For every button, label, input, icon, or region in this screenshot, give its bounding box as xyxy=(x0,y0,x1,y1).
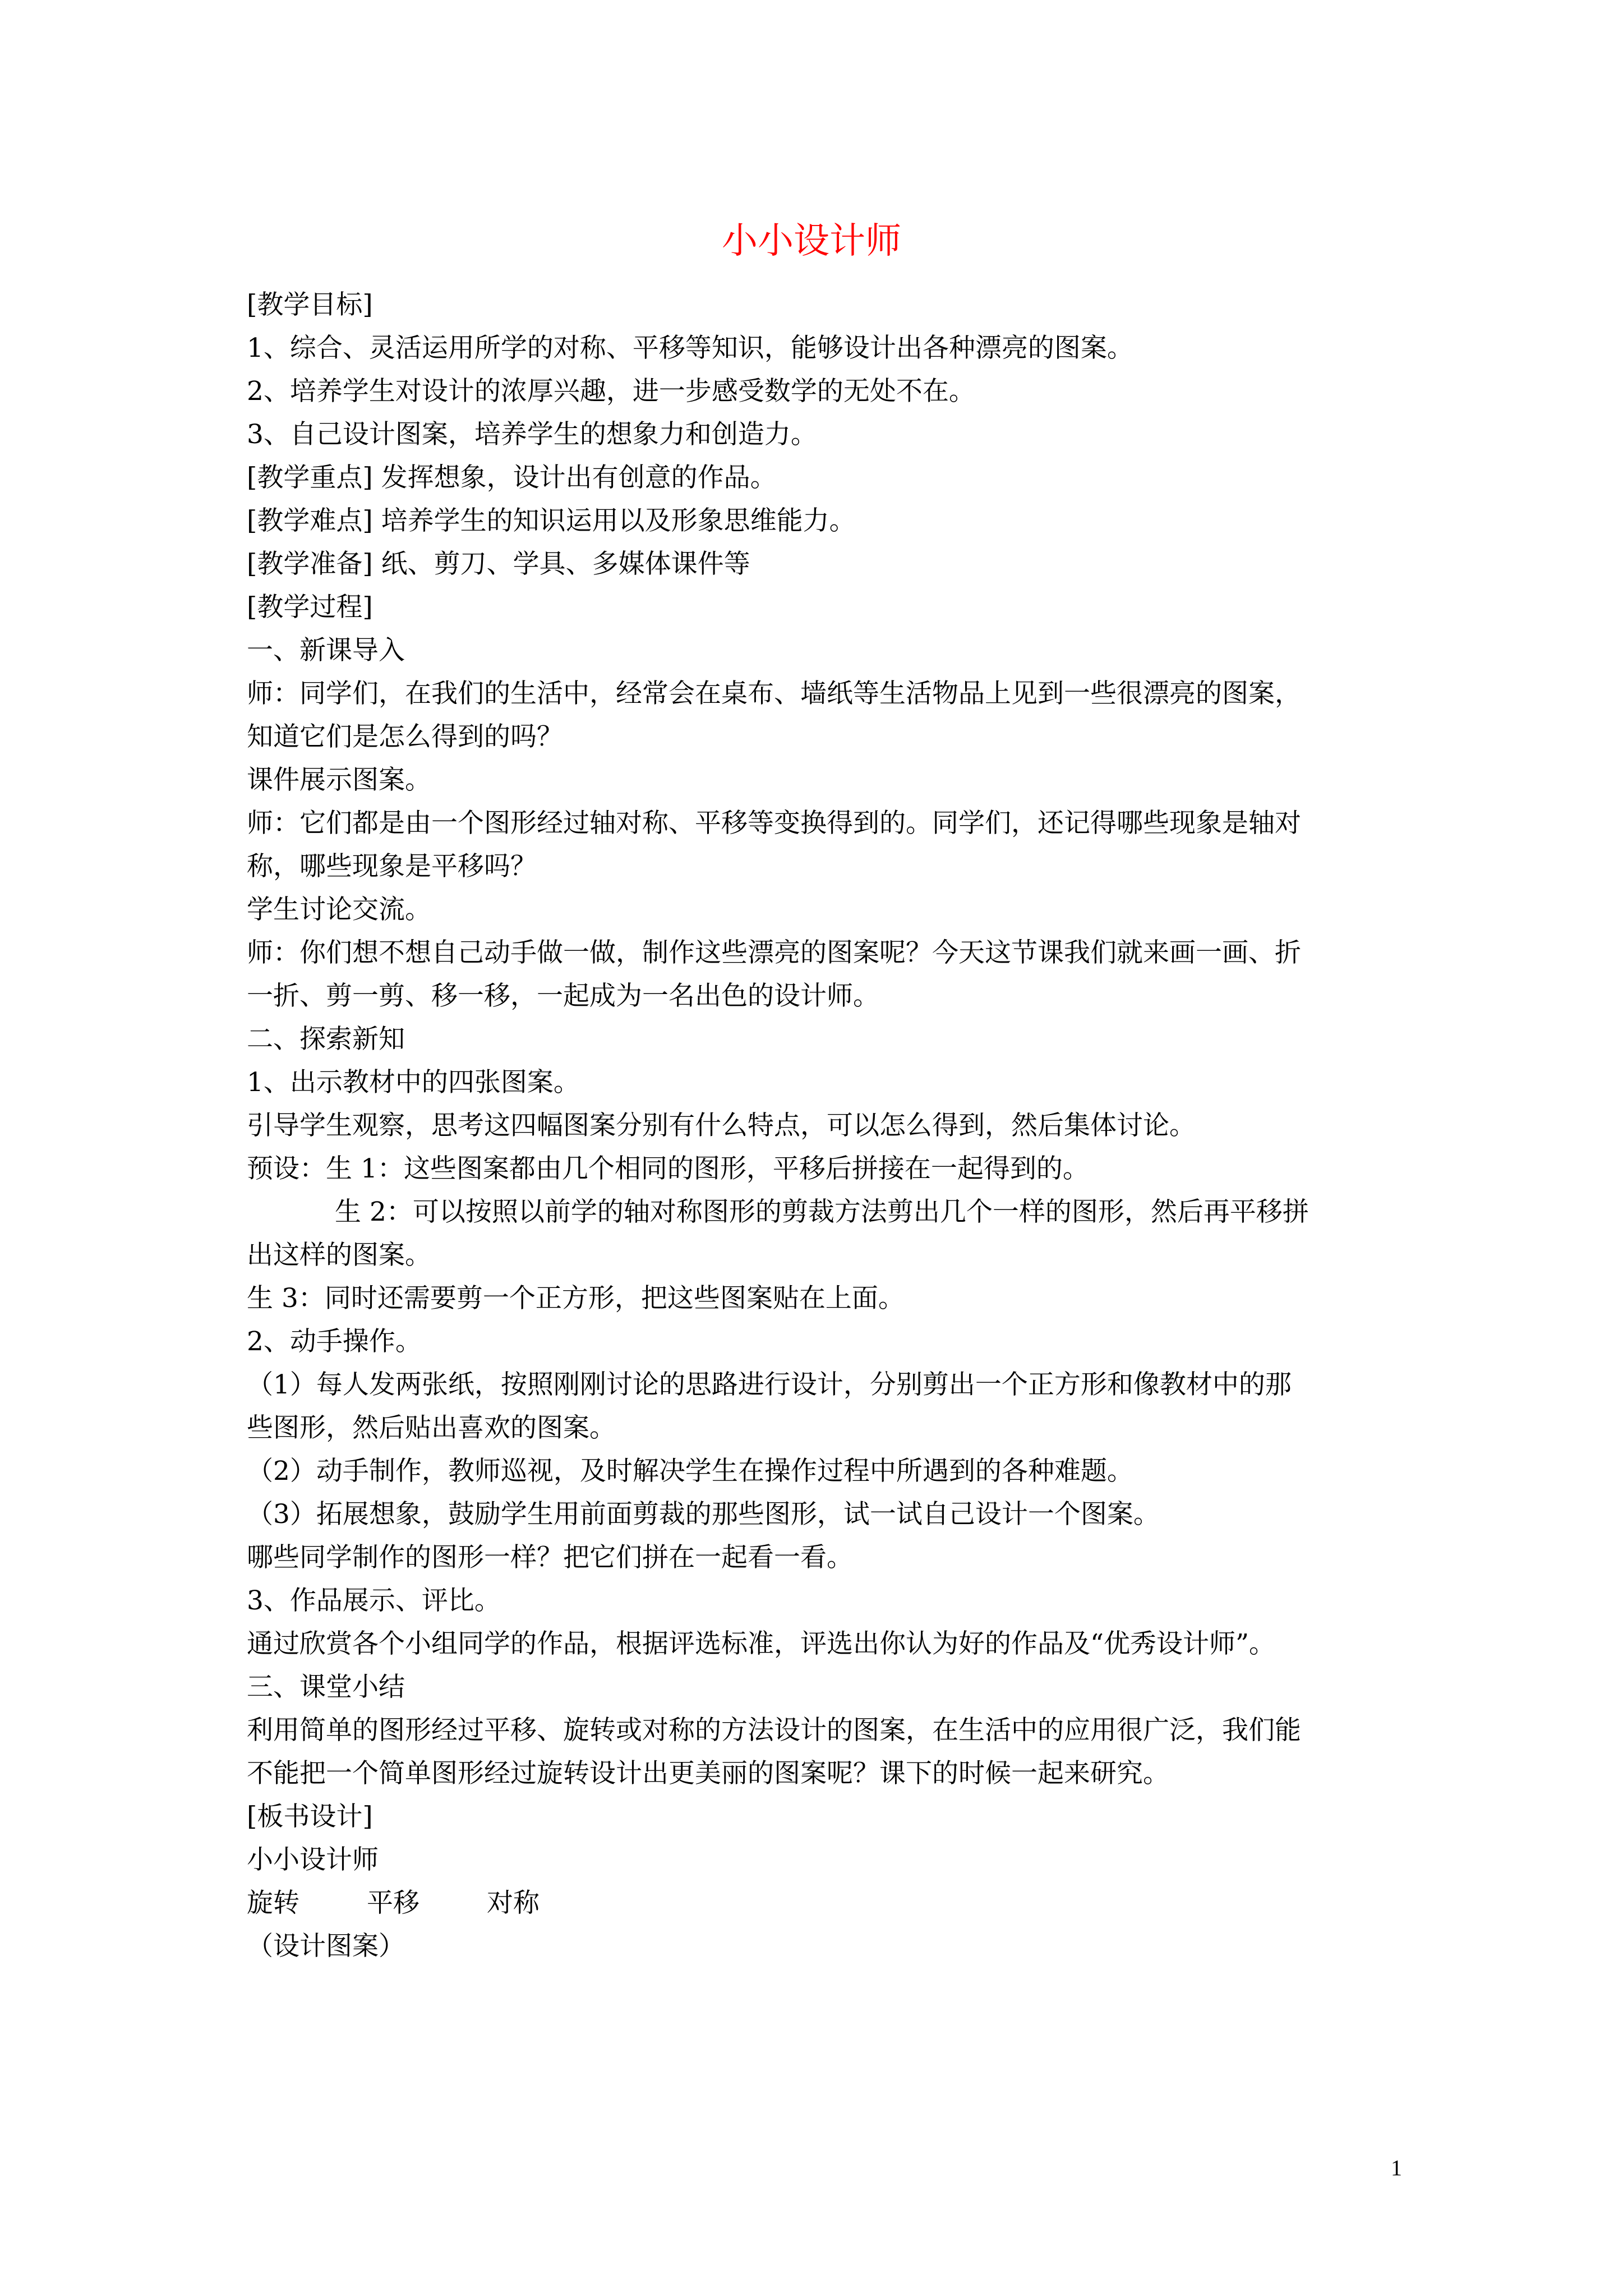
paragraph-line: 学生讨论交流。 xyxy=(247,894,431,925)
page-title: 小小设计师 xyxy=(722,220,901,262)
part-2-heading: 二、探索新知 xyxy=(247,1024,405,1055)
paragraph-line: 哪些同学制作的图形一样？把它们拼在一起看一看。 xyxy=(247,1542,853,1573)
paragraph-line: 生 2：可以按照以前学的轴对称图形的剪裁方法剪出几个一样的图形，然后再平移拼 xyxy=(335,1197,1309,1227)
paragraph-line: 引导学生观察，思考这四幅图案分别有什么特点，可以怎么得到，然后集体讨论。 xyxy=(247,1110,1196,1141)
paragraph-line: （3）拓展想象，鼓励学生用前面剪裁的那些图形，试一试自己设计一个图案。 xyxy=(247,1499,1160,1530)
paragraph-line: 称，哪些现象是平移吗？ xyxy=(247,851,537,882)
part-3-heading: 三、课堂小结 xyxy=(247,1672,405,1703)
paragraph-line: 一折、剪一剪、移一移，一起成为一名出色的设计师。 xyxy=(247,981,879,1011)
teaching-difficulty: [教学难点] 培养学生的知识运用以及形象思维能力。 xyxy=(247,505,856,536)
section-heading-process: [教学过程] xyxy=(247,592,373,623)
board-last-line: （设计图案） xyxy=(247,1931,405,1962)
board-word: 旋转 xyxy=(247,1888,299,1918)
section-heading-objectives: [教学目标] xyxy=(247,289,373,320)
paragraph-line: 师：同学们，在我们的生活中，经常会在桌布、墙纸等生活物品上见到一些很漂亮的图案， xyxy=(247,678,1301,709)
document-body xyxy=(247,283,1402,1968)
paragraph-line: 通过欣赏各个小组同学的作品，根据评选标准，评选出你认为好的作品及“优秀设计师”。 xyxy=(247,1628,1276,1659)
paragraph-line: 课件展示图案。 xyxy=(247,765,431,795)
page-number: 1 xyxy=(1391,2155,1402,2180)
objective-3: 3、自己设计图案，培养学生的想象力和创造力。 xyxy=(247,419,817,450)
board-word: 对称 xyxy=(487,1888,540,1918)
objective-1: 1、综合、灵活运用所学的对称、平移等知识，能够设计出各种漂亮的图案。 xyxy=(247,333,1133,364)
paragraph-line: 利用简单的图形经过平移、旋转或对称的方法设计的图案，在生活中的应用很广泛，我们能 xyxy=(247,1715,1301,1746)
objective-2: 2、培养学生对设计的浓厚兴趣，进一步感受数学的无处不在。 xyxy=(247,376,975,407)
paragraph-line: 师：你们想不想自己动手做一做，制作这些漂亮的图案呢？今天这节课我们就来画一画、折 xyxy=(247,937,1301,968)
paragraph-line: 生 3：同时还需要剪一个正方形，把这些图案贴在上面。 xyxy=(247,1283,905,1314)
part-1-heading: 一、新课导入 xyxy=(247,635,405,666)
paragraph-line: 些图形，然后贴出喜欢的图案。 xyxy=(247,1412,616,1443)
paragraph-line: 1、出示教材中的四张图案。 xyxy=(247,1067,580,1098)
section-heading-board: [板书设计] xyxy=(247,1801,373,1832)
board-word: 平移 xyxy=(367,1888,419,1918)
paragraph-line: （1）每人发两张纸，按照刚刚讨论的思路进行设计，分别剪出一个正方形和像教材中的那 xyxy=(247,1369,1292,1400)
board-title: 小小设计师 xyxy=(247,1844,379,1875)
paragraph-line: 师：它们都是由一个图形经过轴对称、平移等变换得到的。同学们，还记得哪些现象是轴对 xyxy=(247,808,1301,839)
paragraph-line: 知道它们是怎么得到的吗？ xyxy=(247,721,563,752)
paragraph-line: （2）动手制作，教师巡视，及时解决学生在操作过程中所遇到的各种难题。 xyxy=(247,1456,1133,1487)
paragraph-line: 出这样的图案。 xyxy=(247,1240,431,1271)
paragraph-line: 2、动手操作。 xyxy=(247,1326,422,1357)
board-words-row xyxy=(247,1881,1402,1925)
paragraph-line: 3、作品展示、评比。 xyxy=(247,1585,501,1616)
paragraph-line: 不能把一个简单图形经过旋转设计出更美丽的图案呢？课下的时候一起来研究。 xyxy=(247,1758,1169,1789)
paragraph-line: 预设：生 1：这些图案都由几个相同的图形，平移后拼接在一起得到的。 xyxy=(247,1153,1089,1184)
teaching-focus: [教学重点] 发挥想象，设计出有创意的作品。 xyxy=(247,462,777,493)
teaching-preparation: [教学准备] 纸、剪刀、学具、多媒体课件等 xyxy=(247,549,750,579)
